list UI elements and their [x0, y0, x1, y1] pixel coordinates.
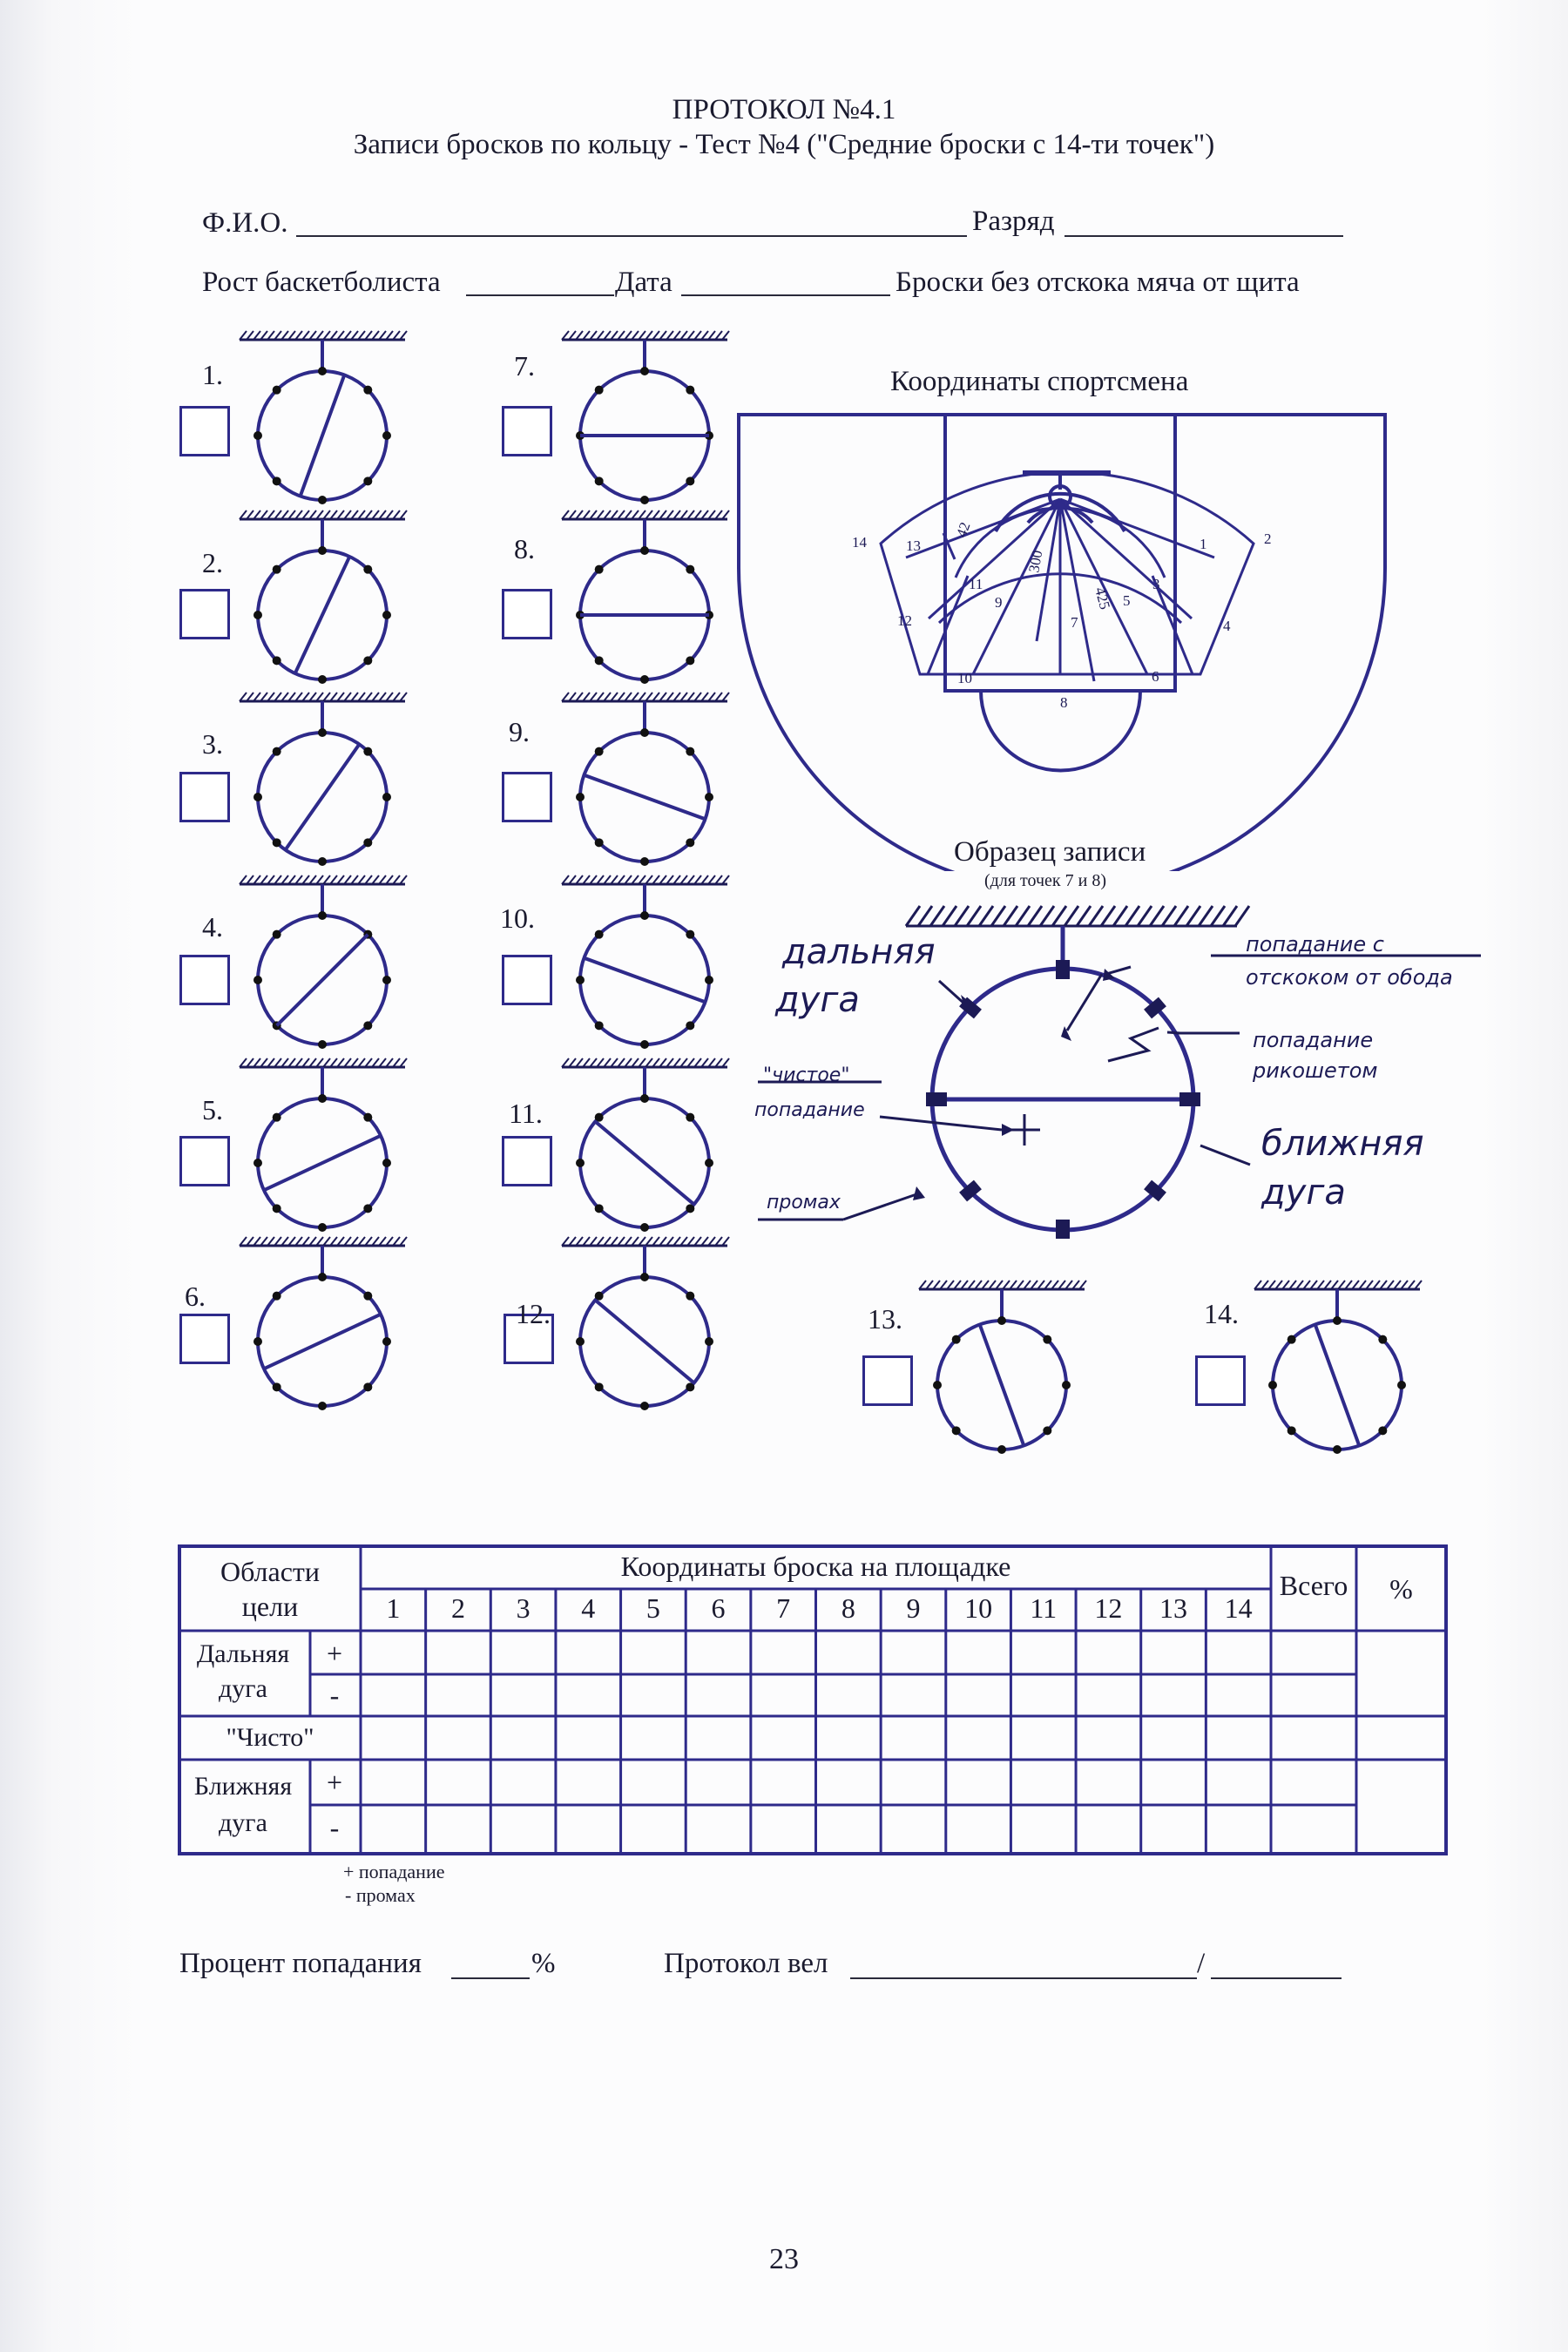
protocol-title: ПРОТОКОЛ №4.1 [672, 94, 896, 125]
row-far-plus: + [326, 1638, 343, 1669]
col-pct: % [1389, 1573, 1413, 1605]
ricochet-label: попадание [1253, 1028, 1374, 1052]
ricochet-label-2: рикошетом [1253, 1058, 1378, 1083]
row-far-label: Дальняя [196, 1639, 290, 1668]
svg-text:11: 11 [969, 576, 983, 592]
column-number-13: 13 [1159, 1592, 1188, 1624]
shot-label-12: 12. [516, 1298, 551, 1329]
shot-label-5: 5. [202, 1094, 223, 1125]
shot-label-13: 13. [868, 1303, 902, 1335]
kept-by-slash: / [1197, 1948, 1206, 1979]
shot-label-8: 8. [514, 533, 535, 564]
svg-text:9: 9 [995, 594, 1003, 611]
column-number-6: 6 [711, 1592, 726, 1624]
percent-unit: % [531, 1948, 556, 1979]
far-arc-label: дальняя [782, 932, 936, 972]
svg-text:13: 13 [906, 537, 921, 554]
legend-hit: + попадание [343, 1861, 445, 1882]
court-point-14: 14 [852, 534, 867, 551]
shot-label-6: 6. [185, 1281, 206, 1312]
row-clean-label: "Чисто" [226, 1723, 314, 1752]
shot-label-10: 10. [500, 902, 535, 934]
column-number-14: 14 [1224, 1592, 1253, 1624]
height-label: Рост баскетболиста [202, 267, 441, 298]
shot-label-1: 1. [202, 359, 223, 390]
svg-text:7: 7 [1071, 614, 1078, 631]
row-near-plus: + [326, 1767, 343, 1798]
svg-text:3: 3 [1152, 576, 1160, 592]
shot-label-4: 4. [202, 911, 223, 943]
svg-text:4: 4 [1223, 618, 1231, 634]
near-arc-label-2: дуга [1261, 1173, 1346, 1213]
sample-title: Образец записи [954, 836, 1146, 868]
court-title: Координаты спортсмена [890, 366, 1189, 397]
column-number-1: 1 [386, 1592, 401, 1624]
near-arc-label: ближняя [1261, 1124, 1424, 1164]
svg-text:10: 10 [957, 670, 972, 686]
shot-label-14: 14. [1204, 1298, 1239, 1329]
column-number-7: 7 [776, 1592, 791, 1624]
column-number-5: 5 [645, 1592, 660, 1624]
svg-text:6: 6 [1152, 668, 1159, 685]
shot-label-3: 3. [202, 728, 223, 760]
shot-label-9: 9. [509, 716, 530, 747]
miss-label: промах [767, 1192, 841, 1213]
column-number-9: 9 [906, 1592, 921, 1624]
col-target-1: Области [220, 1556, 321, 1587]
date-label: Дата [615, 267, 672, 298]
column-number-2: 2 [450, 1592, 465, 1624]
signature-field[interactable] [1211, 1977, 1342, 1979]
clean-label: "чистое" [763, 1064, 850, 1086]
svg-text:300: 300 [1025, 549, 1046, 574]
clean-label-2: попадание [754, 1099, 865, 1121]
column-number-11: 11 [1030, 1592, 1058, 1624]
column-number-12: 12 [1094, 1592, 1123, 1624]
shot-label-7: 7. [514, 350, 535, 382]
kept-by-field[interactable] [850, 1977, 1197, 1979]
rule-note: Броски без отскока мяча от щита [896, 267, 1300, 298]
svg-text:5: 5 [1123, 592, 1131, 609]
column-number-8: 8 [841, 1592, 855, 1624]
far-arc-label-2: дуга [775, 980, 860, 1020]
row-far-minus: - [329, 1680, 340, 1711]
svg-text:425: 425 [1092, 585, 1114, 612]
rank-label: Разряд [972, 206, 1055, 237]
legend-miss: - промах [345, 1884, 416, 1906]
row-far-label-2: дуга [219, 1674, 267, 1703]
percent-label: Процент попадания [179, 1948, 422, 1979]
svg-text:1: 1 [1200, 536, 1207, 552]
col-target-2: цели [241, 1591, 299, 1622]
protocol-subtitle: Записи бросков по кольцу - Тест №4 ("Средние броски с 14-ти точек") [353, 129, 1215, 160]
col-coords: Координаты броска на площадке [620, 1551, 1011, 1582]
row-near-label: Ближняя [193, 1772, 293, 1801]
sample-subtitle: (для точек 7 и 8) [984, 871, 1106, 890]
svg-text:2: 2 [1264, 531, 1272, 547]
svg-text:12: 12 [897, 612, 912, 629]
rim-bounce-label-2: отскоком от обода [1246, 965, 1453, 990]
rim-bounce-label: попадание с [1246, 932, 1384, 956]
col-total: Всего [1279, 1570, 1348, 1601]
page-number: 23 [769, 2243, 799, 2275]
column-number-4: 4 [581, 1592, 596, 1624]
kept-by-label: Протокол вел [664, 1948, 828, 1979]
column-number-3: 3 [516, 1592, 531, 1624]
shot-label-11: 11. [509, 1098, 543, 1129]
shot-label-2: 2. [202, 547, 223, 578]
svg-text:8: 8 [1060, 694, 1068, 711]
column-number-10: 10 [964, 1592, 993, 1624]
fio-label: Ф.И.О. [202, 207, 288, 239]
row-near-label-2: дуга [219, 1808, 267, 1837]
row-near-minus: - [329, 1812, 340, 1843]
svg-text:42: 42 [952, 519, 974, 540]
percent-field[interactable] [451, 1977, 530, 1979]
